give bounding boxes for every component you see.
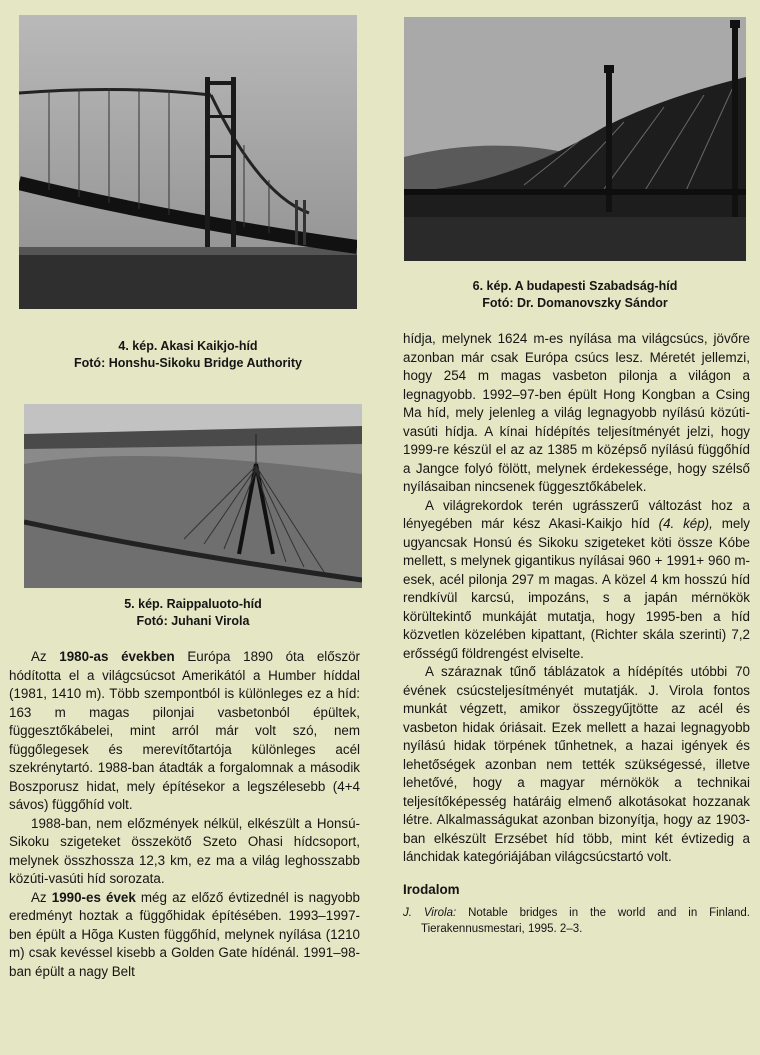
figure-5-caption (24, 596, 362, 630)
figure-6-caption (404, 278, 746, 312)
paragraph: hídja, melynek 1624 m-es nyílása ma világcsúcs, jövőre azonban már csak Európa csúcs lesz. Méretét jellemzi, hogy 254 m magas vasbeton pilonja a világon a legnagyobb. 1992–97-ben épült Hong Kongban a Csing Ma híd, mely jelenleg a világ legnagyobb nyílású közúti-vasúti hídja. A kínai hídépítés teljesítményét jelzi, hogy 1999-re készül el az az 1385 m középső nyílású függőhíd a Jangce folyó fölött, melynek érdekessége, hogy szélső nyílásaiban nincsenek függesztőkábelek. (403, 331, 750, 494)
paragraph: Az 1990-es évek még az előző évtizednél is nagyobb eredményt hoztak a függőhidak építésében. 1993–1997-ben épült a Hõga Kusten függőhíd, melynek nyílása (1210 m) csak kevéssel kisebb a Golden Gate hídénál. 1991–98-ban épült a nagy Belt (9, 889, 361, 979)
caption-credit: Fotó: Juhani Virola (136, 614, 250, 628)
paragraph: A száraznak tűnő táblázatok a hídépítés utóbbi 70 évének csúcsteljesítményét mutatják. J. Virola fontos munkát végzett, amikor összegyűjtötte az acél és vasbeton hidak óriásait. Ezek mellett a hazai legnagyobb nyílású hidak törpének tűnhetnek, a hazai igények és lehetőségek azonban nem tették szükségessé, illetve lehetővé, hogy a magyar mérnökök a technikai teljesítőképesség határáig elmenő alkotásokat hozzanak létre. Alkalmasságukat azonban bizonyítja, hogy az 1903-ban elkészült Erzsébet híd több, mint két évtizedig a lánchidak kategóriájában világcsúcstartó volt. (403, 664, 750, 864)
right-text-column (403, 330, 750, 937)
figure-reference: (4. kép), (658, 516, 713, 531)
caption-title: 6. kép. A budapesti Szabadság-híd (472, 279, 678, 293)
reference-item: J. Virola: Notable bridges in the world and in Finland. Tierakennusmestari, 1995. 2–3. (403, 907, 751, 935)
paragraph: A világrekordok terén ugrásszerű változást hoz a lényegében már kész Akasi-Kaikjo híd (4. kép), mely ugyancsak Honsú és Sikoku szigeteket köti össze Kóbe mellett, s melynek gigantikus nyílásai 960 + 1991+ 960 m-esek, acél pilonja 297 m magas. A közel 4 km hosszú híd rendkívül karcsú, impozáns, s a japán mérnökök körültekintő munkáját mutatja, hogy 1995-ben a híd közvetlen közelében kipattant, (Richter skála szerinti) 7,2 erősségű földrengést elviselte. (403, 497, 750, 661)
figure-6-photo (404, 17, 746, 261)
emphasis: 1980-as években (59, 649, 175, 664)
figure-4-photo (19, 15, 357, 309)
emphasis: 1990-es évek (51, 889, 136, 905)
caption-title: 4. kép. Akasi Kaikjo-híd (118, 339, 258, 353)
figure-5-photo (24, 404, 362, 588)
paragraph: 1988-ban, nem előzmények nélkül, elkészült a Honsú-Sikoku szigeteket összekötő Szeto Ohasi hídcsoport, melynek összhossza 12,3 km, ez ma a világ leghosszabb közúti-vasúti híd sorozata. (9, 815, 360, 886)
left-text-column (9, 648, 360, 981)
references-heading: Irodalom (403, 881, 460, 897)
caption-credit: Fotó: Honshu-Sikoku Bridge Authority (74, 356, 302, 370)
paragraph: Az 1980-as években Európa 1890 óta először hódította el a világcsúcsot Amerikától a Humber híddal (1981, 1410 m). Több szempontból is különleges ez a híd: 163 m magas pilonjai vasbetonból épültek, függesztőkábelei, mint arról már volt szó, nem függőlegesek és merevítőtartója különleges acél szekrénytartó. 1988-ban átadták a forgalomnak a második Boszporusz hidat, mely építésekor a legszélesebb (4+4 sávos) függőhíd volt. (9, 649, 360, 812)
caption-title: 5. kép. Raippaluoto-híd (124, 597, 262, 611)
caption-credit: Fotó: Dr. Domanovszky Sándor (482, 296, 668, 310)
figure-4-caption (19, 338, 357, 372)
reference-author: J. Virola: (403, 907, 457, 919)
